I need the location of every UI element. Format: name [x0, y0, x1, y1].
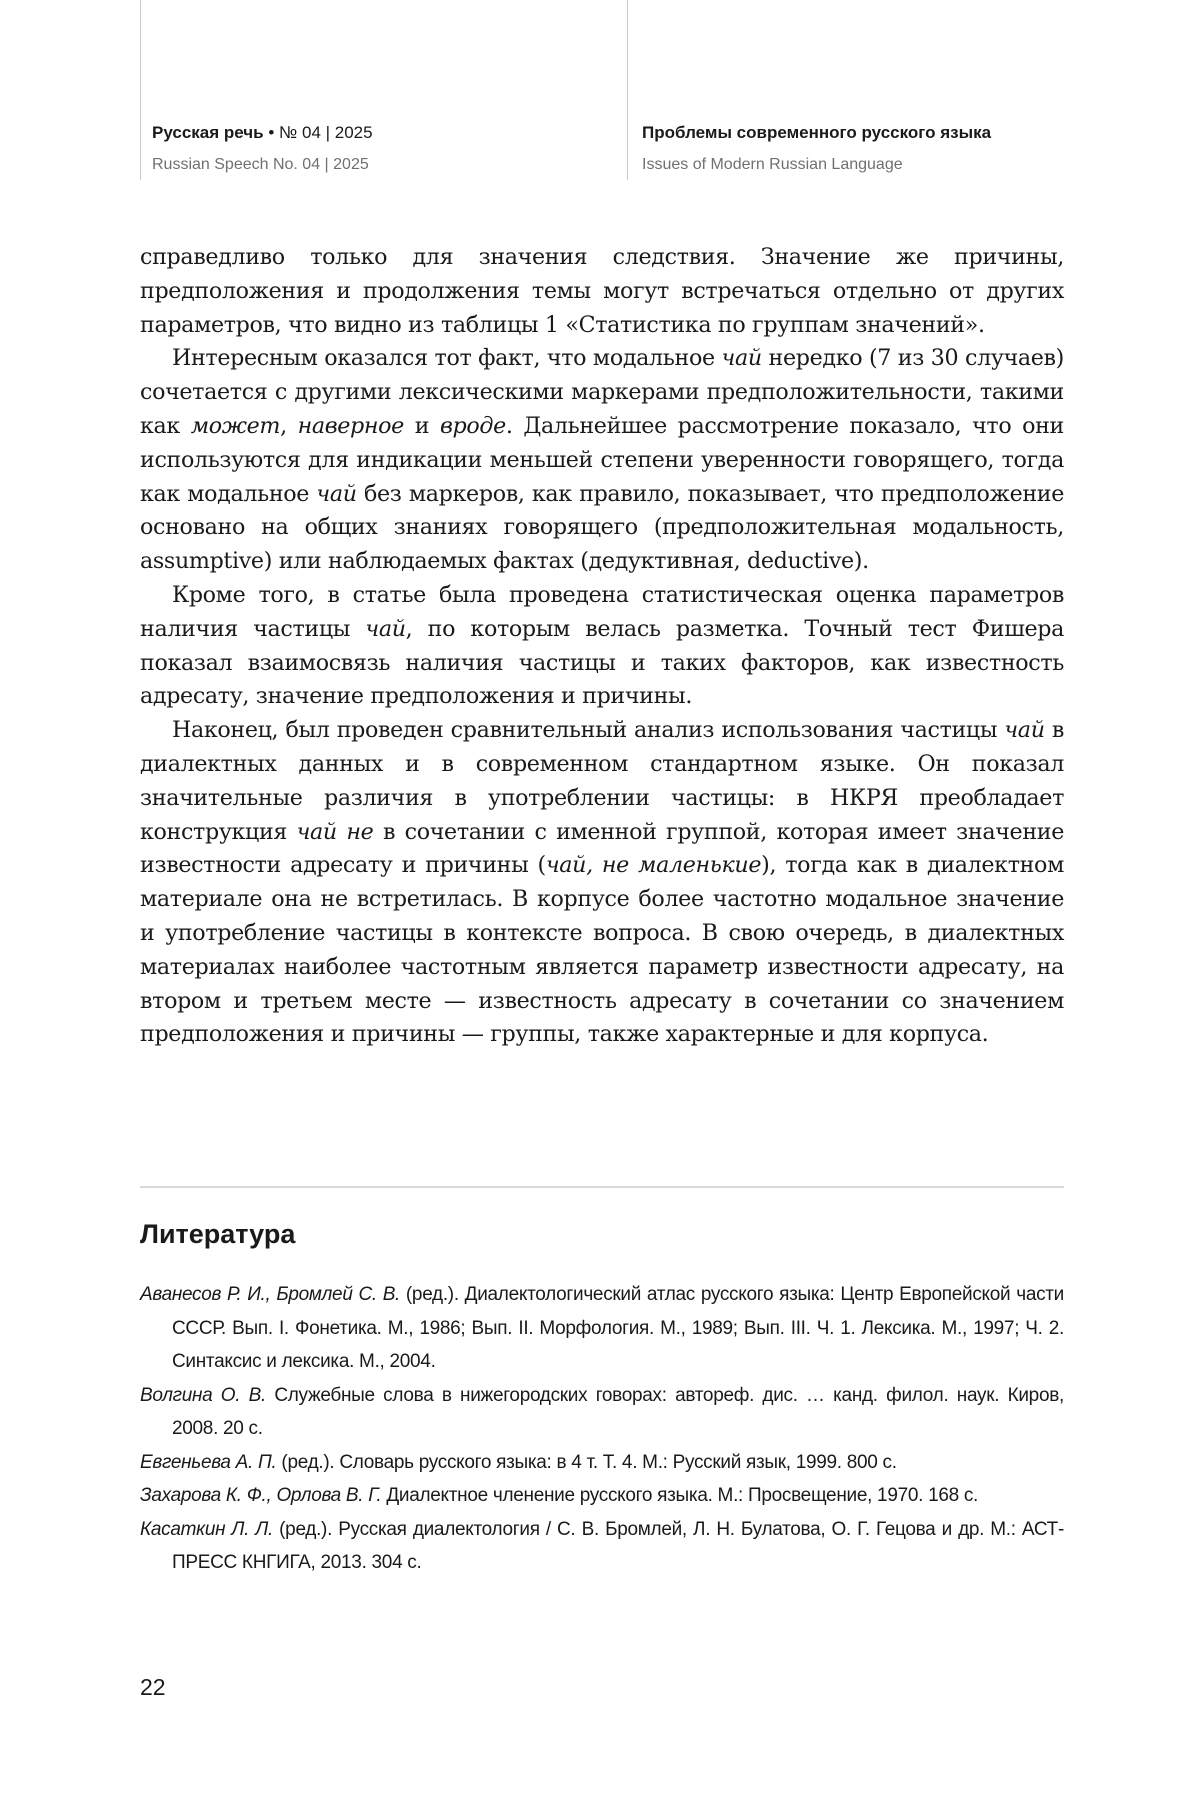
italic-term: вроде — [439, 412, 506, 439]
journal-header — [152, 121, 373, 177]
page-number: 22 — [140, 1674, 166, 1700]
journal-title-ru — [152, 121, 373, 145]
text-run: , по которым велась разметка. Точный тест Фишера показал взаимосвязь наличия частицы и таких факторов, как известность адресату, значение предположения и причины. — [140, 615, 1065, 710]
reference-authors: Волгина О. В. — [140, 1384, 266, 1406]
reference-authors: Захарова К. Ф., Орлова В. Г. — [140, 1485, 382, 1506]
text-run: . Дальнейшее рассмотрение показало, что они используются для индикации меньшей степени уверенности говорящего, тогда как модальное — [140, 412, 1064, 507]
section-title-ru — [642, 121, 991, 145]
text-run: Наконец, был проведен сравнительный анализ использования частицы — [172, 717, 1005, 744]
section-title-en: Issues of Modern Russian Language — [642, 156, 903, 173]
reference-item — [140, 1379, 1064, 1446]
article-body — [140, 241, 1064, 1052]
italic-term: наверное — [297, 412, 404, 439]
italic-term: чай — [365, 615, 406, 642]
text-run: ), тогда как в диалектном материале она не встретилась. В корпусе более частотно модальное значение и употребление частицы в контексте вопроса. В свою очередь, в диалектных материалах наиболее частотным является параметр известности адресату, на втором и третьем месте — известность адресату в сочетании со значением предположения и причины — группы, также характерные и для корпуса. — [140, 852, 1064, 1048]
references-list — [140, 1278, 1064, 1580]
text-run: нередко (7 из 30 случаев) сочетается с другими лексическими маркерами предположительности, такими как — [140, 345, 1064, 439]
italic-term: чай не — [296, 818, 374, 845]
reference-item — [140, 1479, 1064, 1513]
reference-item — [140, 1446, 1064, 1480]
text-run: , — [280, 412, 298, 439]
italic-term: чай, не маленькие — [545, 852, 762, 879]
section-name-ru: Проблемы современного русского языка — [642, 123, 992, 142]
text-run: без маркеров, как правило, показывает, что предположение основано на общих знаниях говорящего (предположительная модальность, assumptive) или наблюдаемых фактах (дедуктивная, deductive). — [140, 480, 1065, 575]
italic-term: чай — [1004, 717, 1045, 744]
reference-item — [140, 1513, 1064, 1580]
reference-authors: Аванесов Р. И., Бромлей С. В. — [140, 1284, 401, 1305]
paragraph-1: справедливо только для значения следствия. Значение же причины, предположения и продолжения темы могут встречаться отдельно от других параметров, что видно из таблицы 1 «Статистика по группам значений». — [140, 244, 1064, 338]
reference-text: (ред.). Диалектологический атлас русского языка: Центр Европейской части СССР. Вып. I. Фонетика. М., 1986; Вып. II. Морфология. М., 1989; Вып. III. Ч. 1. Лексика. М., 1997; Ч. 2. Синтаксис и лексика. М., 2004. — [172, 1284, 1064, 1372]
section-header — [642, 121, 991, 177]
reference-text: Диалектное членение русского языка. М.: Просвещение, 1970. 168 с. — [381, 1485, 979, 1506]
header-rule-left — [140, 0, 141, 180]
journal-name: Русская речь — [152, 123, 264, 142]
paragraph-4 — [140, 714, 1064, 1052]
section-divider — [140, 1186, 1064, 1188]
reference-authors: Касаткин Л. Л. — [140, 1518, 273, 1540]
italic-term: чай — [316, 480, 357, 507]
italic-term: может — [190, 412, 281, 439]
text-run: в сочетании с именной группой, которая имеет значение известности адресату и причины ( — [140, 818, 1064, 879]
italic-term: чай — [721, 345, 762, 372]
journal-issue: • № 04 | 2025 — [263, 123, 373, 142]
text-run: Интересным оказался тот факт, что модальное — [172, 345, 722, 372]
journal-title-en: Russian Speech No. 04 | 2025 — [152, 156, 369, 173]
reference-text: (ред.). Русская диалектология / С. В. Бромлей, Л. Н. Булатова, О. Г. Гецова и др. М.: АСТ-ПРЕСС КНГИГА, 2013. 304 с. — [172, 1518, 1064, 1573]
text-run: в диалектных данных и в современном стандартном языке. Он показал значительные различия в употреблении частицы: в НКРЯ преобладает конструкция — [140, 717, 1064, 845]
references-title: Литература — [140, 1219, 296, 1249]
reference-item — [140, 1278, 1064, 1379]
reference-text: Служебные слова в нижегородских говорах: автореф. дис. … канд. филол. наук. Киров, 2008. 20 с. — [172, 1384, 1064, 1439]
reference-text: (ред.). Словарь русского языка: в 4 т. Т. 4. М.: Русский язык, 1999. 800 с. — [276, 1451, 897, 1473]
reference-authors: Евгеньева А. П. — [140, 1451, 277, 1473]
header-rule-right — [627, 0, 628, 180]
paragraph-3 — [140, 579, 1064, 714]
paragraph-2 — [140, 342, 1064, 579]
text-run: и — [403, 412, 440, 439]
text-run: Кроме того, в статье была проведена статистическая оценка параметров наличия частицы — [140, 581, 1064, 642]
